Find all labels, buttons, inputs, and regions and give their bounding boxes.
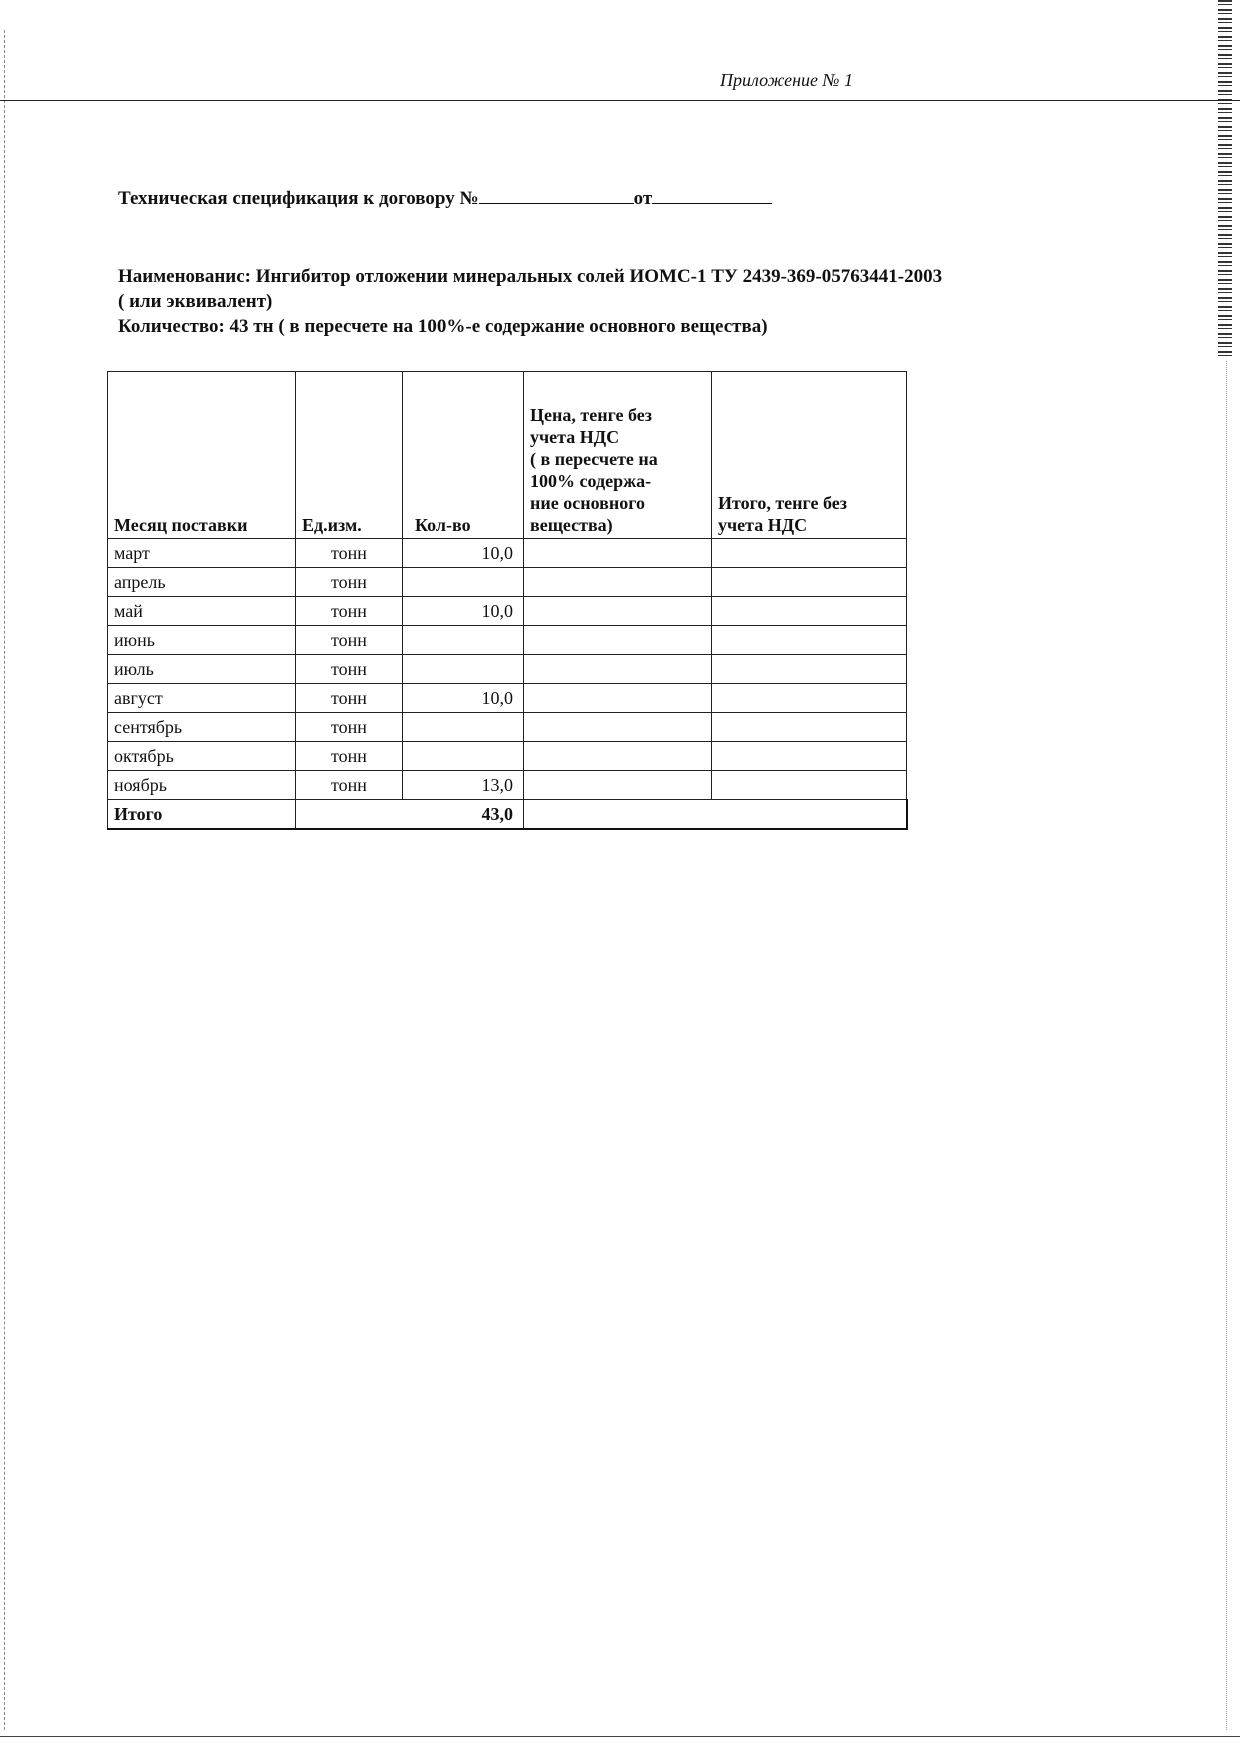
header-price: Цена, тенге без учета НДС ( в пересчете на 100% содержа- ние основного вещества) <box>524 372 712 539</box>
cell-unit: тонн <box>296 713 403 742</box>
total-blank <box>524 800 907 830</box>
cell-month: июль <box>108 655 296 684</box>
cell-month: апрель <box>108 568 296 597</box>
cell-price <box>524 597 712 626</box>
cell-unit: тонн <box>296 655 403 684</box>
cell-unit: тонн <box>296 684 403 713</box>
cell-price <box>524 771 712 800</box>
footer-rule <box>0 1736 1240 1737</box>
table-row <box>108 771 907 800</box>
product-quantity-line: Количество: 43 тн ( в пересчете на 100%-е содержание основного вещества) <box>118 316 768 337</box>
cell-price <box>524 742 712 771</box>
cell-total <box>712 655 907 684</box>
cell-qty: 10,0 <box>403 684 524 713</box>
appendix-label: Приложение № 1 <box>720 70 854 90</box>
cell-month: ноябрь <box>108 771 296 800</box>
table-row <box>108 655 907 684</box>
header-qty: Кол-во <box>403 372 524 539</box>
product-name-line: Наименованис: Ингибитор отложении минеральных солей ИОМС-1 ТУ 2439-369-05763441-2003 <box>118 266 943 287</box>
header-total: Итого, тенге без учета НДС <box>712 372 907 539</box>
table-row <box>108 568 907 597</box>
table-row <box>108 684 907 713</box>
cell-total <box>712 684 907 713</box>
cell-price <box>524 568 712 597</box>
cell-price <box>524 655 712 684</box>
cell-qty <box>403 655 524 684</box>
table-total-row <box>108 800 907 830</box>
cell-unit: тонн <box>296 597 403 626</box>
total-qty: 43,0 <box>296 800 524 830</box>
table-row <box>108 597 907 626</box>
cell-month: август <box>108 684 296 713</box>
cell-qty <box>403 568 524 597</box>
cell-month: сентябрь <box>108 713 296 742</box>
table-header-row <box>108 372 907 539</box>
cell-total <box>712 597 907 626</box>
cell-qty: 10,0 <box>403 597 524 626</box>
cell-month: июнь <box>108 626 296 655</box>
cell-price <box>524 713 712 742</box>
cell-total <box>712 713 907 742</box>
cell-qty: 10,0 <box>403 539 524 568</box>
cell-price <box>524 626 712 655</box>
cell-qty <box>403 742 524 771</box>
cell-month: май <box>108 597 296 626</box>
contract-number-blank <box>479 189 634 204</box>
cell-unit: тонн <box>296 771 403 800</box>
cell-qty <box>403 713 524 742</box>
cell-price <box>524 684 712 713</box>
cell-unit: тонн <box>296 568 403 597</box>
contract-date-blank <box>652 189 772 204</box>
cell-month: октябрь <box>108 742 296 771</box>
scan-barcode-strip <box>1218 0 1232 360</box>
product-equivalent-line: ( или эквивалент) <box>118 291 273 312</box>
cell-price <box>524 539 712 568</box>
scan-left-edge <box>4 30 5 1730</box>
document-heading <box>118 188 772 210</box>
cell-total <box>712 539 907 568</box>
table-row <box>108 539 907 568</box>
cell-total <box>712 742 907 771</box>
header-month: Месяц поставки <box>108 372 296 539</box>
cell-month: март <box>108 539 296 568</box>
cell-total <box>712 568 907 597</box>
cell-total <box>712 626 907 655</box>
cell-unit: тонн <box>296 626 403 655</box>
heading-text: Техническая спецификация к договору № <box>118 188 479 209</box>
header-unit: Ед.изм. <box>296 372 403 539</box>
cell-unit: тонн <box>296 742 403 771</box>
specification-table <box>107 371 908 830</box>
cell-unit: тонн <box>296 539 403 568</box>
header-rule <box>0 100 1240 101</box>
total-label: Итого <box>108 800 296 830</box>
table-row <box>108 713 907 742</box>
table-row <box>108 742 907 771</box>
heading-from: от <box>633 188 653 209</box>
cell-qty: 13,0 <box>403 771 524 800</box>
cell-total <box>712 771 907 800</box>
table-row <box>108 626 907 655</box>
product-description <box>118 264 1118 339</box>
cell-qty <box>403 626 524 655</box>
